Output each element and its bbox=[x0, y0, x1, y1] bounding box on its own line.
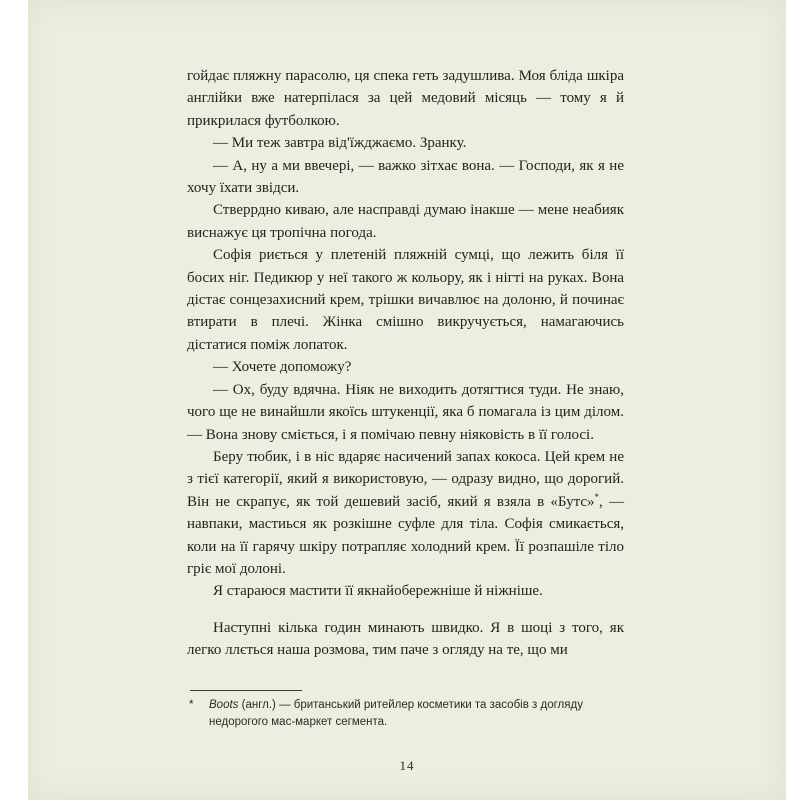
paragraph-4: Стверрдно киваю, але насправді думаю інакше — мене неабияк виснажує ця тропічна погода. bbox=[187, 202, 624, 241]
footnote-body bbox=[190, 697, 626, 731]
footnote-term: Boots bbox=[209, 699, 239, 711]
paragraph-2: — Ми теж завтра від'їжджаємо. Зранку. bbox=[213, 135, 467, 152]
paragraph-8-text: Беру тюбик, і в ніс вдаряє насичений запах кокоса. Цей крем не з тієї категорії, який я використовую, — одразу видно, що дорогий. Він не скрапує, як той дешевий засіб, який я взяла в «Бутс» bbox=[187, 448, 624, 510]
paragraph-8 bbox=[187, 446, 624, 580]
paragraph-11: Наступні кілька годин минають швидко. Я в шоці з того, як легко ллється наша розмова, тим паче з огляду на те, що ми bbox=[187, 619, 624, 659]
footnote-reference: * bbox=[594, 491, 600, 502]
paragraph-3: — А, ну а ми ввечері, — важко зітхає вона. — Господи, як я не хочу їхати звідси. bbox=[187, 157, 624, 197]
paragraph-8-tail: , — навпаки, мастиься як розкішне суфле для тіла. bbox=[187, 493, 624, 533]
paragraph-5: Софія риється у плетеній пляжній сумці, що лежить біля її босих ніг. Педикюр у неї такого ж кольору, як і нігті на руках. Вона дістає сонцезахисний крем, трішки вичавлює на долоню, й починає втирати в плечі. Жінка смішно викручується, намагаючись дістатися поміж лопаток. bbox=[187, 247, 624, 353]
footnote bbox=[190, 697, 626, 731]
paragraph-9-text: Софія смикається, коли на її гарячу шкіру потрапляє холодний крем. Її розпашіле тіло гріє мої долоні. bbox=[187, 516, 625, 577]
footnote-marker: * bbox=[189, 699, 194, 711]
footnote-divider bbox=[190, 690, 302, 691]
paragraph-1: гойдає пляжну парасолю, ця спека геть задушлива. Моя бліда шкіра англійки вже натерпілася за цей медовий місяць — тому я й прикрилася футболкою. bbox=[187, 68, 624, 129]
body-text bbox=[187, 65, 624, 662]
page-number: 14 bbox=[399, 758, 415, 773]
paragraph-7: — Ох, буду вдячна. Ніяк не виходить дотягтися туди. Не знаю, чого ще не винайшли якоїсь штукенції, яка б помагала із цим ділом. — Вона знову сміється, і я помічаю певну ніяковість в її голосі. bbox=[187, 381, 624, 443]
book-page bbox=[28, 0, 786, 800]
paragraph-10: Я стараюся мастити її якнайобережніше й ніжніше. bbox=[213, 583, 543, 600]
paragraph-6: — Хочете допоможу? bbox=[213, 359, 352, 376]
footnote-text: (англ.) — британський ритейлер косметики та засобів з догляду недорогого мас-маркет сегмента. bbox=[209, 699, 583, 728]
